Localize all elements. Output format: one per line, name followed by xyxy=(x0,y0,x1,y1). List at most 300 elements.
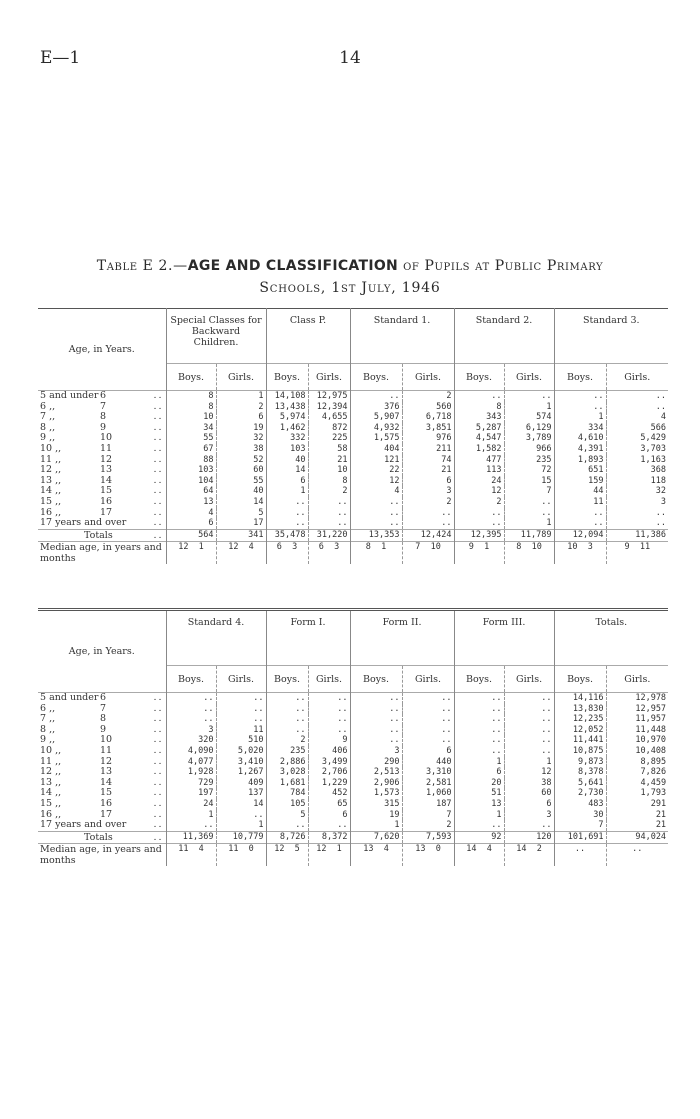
cell-value: .. xyxy=(308,497,350,508)
cell-value: 404 xyxy=(350,444,402,455)
cell-value: .. xyxy=(402,714,454,725)
cell-value: 24 xyxy=(454,476,504,487)
total-value: 13,353 xyxy=(350,529,402,541)
median-value: 14 4 xyxy=(454,843,504,866)
cell-value: 3,789 xyxy=(504,433,554,444)
total-value: 12,424 xyxy=(402,529,454,541)
total-value: 101,691 xyxy=(554,831,606,843)
age-to: 6 xyxy=(100,692,107,703)
cell-value: 52 xyxy=(216,455,266,466)
group-header: Form II. xyxy=(350,610,454,666)
cell-value: 4,610 xyxy=(554,433,606,444)
cell-value: .. xyxy=(402,518,454,529)
cell-value: 729 xyxy=(166,778,216,789)
table-row xyxy=(38,820,668,831)
table-row xyxy=(38,444,668,455)
cell-value: .. xyxy=(166,693,216,704)
cell-value: 7 xyxy=(554,820,606,831)
cell-value: 6 xyxy=(166,518,216,529)
cell-value: 440 xyxy=(402,757,454,768)
cell-value: 343 xyxy=(454,412,504,423)
girls-header: Girls. xyxy=(308,666,350,693)
cell-value: .. xyxy=(350,693,402,704)
cell-value: .. xyxy=(266,508,308,519)
total-value: 35,478 xyxy=(266,529,308,541)
age-label: 6 ,, 7 .. xyxy=(40,401,164,412)
totals-label: Totals .. xyxy=(38,529,166,541)
cell-value: 13,830 xyxy=(554,704,606,715)
total-value: 12,094 xyxy=(554,529,606,541)
cell-value: .. xyxy=(266,725,308,736)
cell-value: .. xyxy=(504,820,554,831)
age-label: 8 ,, 9 .. xyxy=(40,724,164,735)
cell-value: 13 xyxy=(166,497,216,508)
age-label: 17 years and over .. xyxy=(40,820,164,831)
cell-value: 966 xyxy=(504,444,554,455)
cell-value: 64 xyxy=(166,486,216,497)
title-main: AGE AND CLASSIFICATION xyxy=(187,258,399,274)
age-from: 9 ,, xyxy=(40,433,56,444)
cell-value: 483 xyxy=(554,799,606,810)
cell-value: 976 xyxy=(402,433,454,444)
age-from: 14 ,, xyxy=(40,486,62,497)
girls-header: Girls. xyxy=(402,364,454,391)
cell-value: 1,793 xyxy=(606,788,668,799)
age-label: 11 ,, 12 .. xyxy=(40,454,164,465)
age-from: 11 ,, xyxy=(40,756,62,767)
cell-value: 88 xyxy=(166,455,216,466)
age-from: 16 ,, xyxy=(40,809,62,820)
age-label: 8 ,, 9 .. xyxy=(40,422,164,433)
cell-value: 2,513 xyxy=(350,767,402,778)
cell-value: .. xyxy=(216,704,266,715)
cell-value: 13 xyxy=(454,799,504,810)
cell-value: .. xyxy=(454,704,504,715)
cell-value: 1,267 xyxy=(216,767,266,778)
cell-value: .. xyxy=(350,391,402,402)
cell-value: 55 xyxy=(166,433,216,444)
cell-value: 315 xyxy=(350,799,402,810)
total-value: 11,369 xyxy=(166,831,216,843)
cell-value: 105 xyxy=(266,799,308,810)
cell-value: 5 xyxy=(266,810,308,821)
cell-value: .. xyxy=(504,725,554,736)
cell-value: 1,573 xyxy=(350,788,402,799)
age-label: 15 ,, 16 .. xyxy=(40,496,164,507)
age-label: 10 ,, 11 .. xyxy=(40,443,164,454)
age-to: 8 xyxy=(100,714,107,725)
cell-value: 872 xyxy=(308,423,350,434)
cell-value: .. xyxy=(454,508,504,519)
cell-value: 17 xyxy=(216,518,266,529)
age-from: 7 ,, xyxy=(40,714,56,725)
cell-value: 2,886 xyxy=(266,757,308,768)
total-value: 564 xyxy=(166,529,216,541)
cell-value: 2 xyxy=(266,735,308,746)
cell-value: 60 xyxy=(216,465,266,476)
age-to: 9 xyxy=(100,724,107,735)
cell-value: 3 xyxy=(166,725,216,736)
cell-value: 13,438 xyxy=(266,402,308,413)
table-row xyxy=(38,757,668,768)
cell-value: 409 xyxy=(216,778,266,789)
boys-header: Boys. xyxy=(350,666,402,693)
median-value: .. xyxy=(606,843,668,866)
cell-value: .. xyxy=(266,518,308,529)
age-to: 15 xyxy=(100,486,113,497)
totals-label: Totals .. xyxy=(38,831,166,843)
cell-value: 1 xyxy=(216,820,266,831)
cell-value: .. xyxy=(606,402,668,413)
age-from: 11 ,, xyxy=(40,454,62,465)
cell-value: 21 xyxy=(606,820,668,831)
cell-value: 20 xyxy=(454,778,504,789)
age-label: 5 and under 6 .. xyxy=(38,693,166,704)
age-label: 10 ,, 11 .. xyxy=(40,745,164,756)
total-value: 11,789 xyxy=(504,529,554,541)
cell-value: 12,235 xyxy=(554,714,606,725)
cell-value: 4,655 xyxy=(308,412,350,423)
age-to: 10 xyxy=(100,433,113,444)
cell-value: 55 xyxy=(216,476,266,487)
table-row xyxy=(38,725,668,736)
cell-value: 290 xyxy=(350,757,402,768)
cell-value: 4,547 xyxy=(454,433,504,444)
cell-value: 406 xyxy=(308,746,350,757)
age-to: 12 xyxy=(100,756,113,767)
cell-value: .. xyxy=(454,714,504,725)
cell-value: .. xyxy=(350,714,402,725)
cell-value: 3,410 xyxy=(216,757,266,768)
cell-value: 3,028 xyxy=(266,767,308,778)
table-title xyxy=(0,258,700,274)
cell-value: 197 xyxy=(166,788,216,799)
age-to: 13 xyxy=(100,465,113,476)
cell-value: 225 xyxy=(308,433,350,444)
cell-value: 8,895 xyxy=(606,757,668,768)
total-value: 11,386 xyxy=(606,529,668,541)
boys-header: Boys. xyxy=(454,666,504,693)
cell-value: 6 xyxy=(402,746,454,757)
age-to: 14 xyxy=(100,777,113,788)
age-from: 12 ,, xyxy=(40,767,62,778)
cell-value: .. xyxy=(606,391,668,402)
cell-value: 12 xyxy=(504,767,554,778)
age-from: 12 ,, xyxy=(40,465,62,476)
table-row xyxy=(38,799,668,810)
group-header: Totals. xyxy=(554,610,668,666)
cell-value: 2 xyxy=(402,820,454,831)
cell-value: .. xyxy=(266,704,308,715)
cell-value: 8 xyxy=(308,476,350,487)
cell-value: 11 xyxy=(216,725,266,736)
table-row xyxy=(38,497,668,508)
title-prefix: Table E 2.— xyxy=(96,258,188,274)
cell-value: 3,499 xyxy=(308,757,350,768)
cell-value: 320 xyxy=(166,735,216,746)
cell-value: 1,575 xyxy=(350,433,402,444)
page-number: 14 xyxy=(339,48,361,68)
cell-value: 67 xyxy=(166,444,216,455)
girls-header: Girls. xyxy=(606,666,668,693)
group-header: Form I. xyxy=(266,610,350,666)
cell-value: 1 xyxy=(454,757,504,768)
cell-value: 21 xyxy=(402,465,454,476)
cell-value: 1 xyxy=(554,412,606,423)
boys-header: Boys. xyxy=(266,364,308,391)
median-value: 9 1 xyxy=(454,541,504,564)
cell-value: 12,975 xyxy=(308,391,350,402)
cell-value: 11 xyxy=(554,497,606,508)
median-value: 7 10 xyxy=(402,541,454,564)
table-row xyxy=(38,714,668,725)
cell-value: .. xyxy=(504,693,554,704)
cell-value: 3,310 xyxy=(402,767,454,778)
cell-value: 6 xyxy=(402,476,454,487)
cell-value: 12 xyxy=(350,476,402,487)
cell-value: 1 xyxy=(216,391,266,402)
age-to: 17 xyxy=(100,809,113,820)
cell-value: .. xyxy=(308,704,350,715)
cell-value: 6 xyxy=(216,412,266,423)
cell-value: .. xyxy=(166,704,216,715)
age-from: 15 ,, xyxy=(40,496,62,507)
cell-value: 7,826 xyxy=(606,767,668,778)
boys-header: Boys. xyxy=(266,666,308,693)
cell-value: .. xyxy=(308,714,350,725)
cell-value: 11,441 xyxy=(554,735,606,746)
cell-value: 4,459 xyxy=(606,778,668,789)
median-row xyxy=(38,541,668,564)
cell-value: 21 xyxy=(606,810,668,821)
cell-value: .. xyxy=(554,518,606,529)
age-label: 9 ,, 10 .. xyxy=(40,735,164,746)
girls-header: Girls. xyxy=(216,666,266,693)
total-value: 31,220 xyxy=(308,529,350,541)
cell-value: 11,448 xyxy=(606,725,668,736)
cell-value: .. xyxy=(308,508,350,519)
cell-value: .. xyxy=(402,725,454,736)
age-to: 12 xyxy=(100,454,113,465)
cell-value: 1 xyxy=(454,810,504,821)
cell-value: 1,893 xyxy=(554,455,606,466)
total-value: 92 xyxy=(454,831,504,843)
cell-value: .. xyxy=(166,820,216,831)
cell-value: 6 xyxy=(308,810,350,821)
cell-value: 1 xyxy=(504,402,554,413)
table-row xyxy=(38,704,668,715)
cell-value: 1,229 xyxy=(308,778,350,789)
cell-value: 3 xyxy=(504,810,554,821)
group-header: Form III. xyxy=(454,610,554,666)
age-from: 13 ,, xyxy=(40,777,62,788)
cell-value: 4 xyxy=(350,486,402,497)
cell-value: 19 xyxy=(216,423,266,434)
cell-value: 14,108 xyxy=(266,391,308,402)
median-value: 12 5 xyxy=(266,843,308,866)
cell-value: 14,116 xyxy=(554,693,606,704)
cell-value: 65 xyxy=(308,799,350,810)
cell-value: 8,378 xyxy=(554,767,606,778)
cell-value: 32 xyxy=(606,486,668,497)
median-value: 6 3 xyxy=(266,541,308,564)
total-value: 7,593 xyxy=(402,831,454,843)
cell-value: .. xyxy=(504,497,554,508)
cell-value: .. xyxy=(402,508,454,519)
cell-value: .. xyxy=(606,518,668,529)
cell-value: 5 xyxy=(216,508,266,519)
total-value: 12,395 xyxy=(454,529,504,541)
age-to: 8 xyxy=(100,412,107,423)
cell-value: 651 xyxy=(554,465,606,476)
cell-value: 32 xyxy=(216,433,266,444)
cell-value: 2,906 xyxy=(350,778,402,789)
age-label: 14 ,, 15 .. xyxy=(40,486,164,497)
cell-value: 5,287 xyxy=(454,423,504,434)
cell-value: 51 xyxy=(454,788,504,799)
cell-value: 1,462 xyxy=(266,423,308,434)
age-label: 7 ,, 8 .. xyxy=(40,412,164,423)
cell-value: .. xyxy=(216,693,266,704)
cell-value: 22 xyxy=(350,465,402,476)
total-value: 7,620 xyxy=(350,831,402,843)
cell-value: 103 xyxy=(266,444,308,455)
cell-value: 38 xyxy=(504,778,554,789)
cell-value: .. xyxy=(402,693,454,704)
girls-header: Girls. xyxy=(504,364,554,391)
cell-value: 8 xyxy=(166,391,216,402)
cell-value: 8 xyxy=(166,402,216,413)
cell-value: 12,957 xyxy=(606,704,668,715)
table-row xyxy=(38,433,668,444)
median-value: 9 11 xyxy=(606,541,668,564)
age-label: 11 ,, 12 .. xyxy=(40,756,164,767)
table-row xyxy=(38,735,668,746)
cell-value: .. xyxy=(454,820,504,831)
cell-value: 477 xyxy=(454,455,504,466)
cell-value: 4,077 xyxy=(166,757,216,768)
age-from: 8 ,, xyxy=(40,422,56,433)
cell-value: 235 xyxy=(504,455,554,466)
table-row xyxy=(38,746,668,757)
cell-value: 14 xyxy=(266,465,308,476)
age-label: 15 ,, 16 .. xyxy=(40,798,164,809)
cell-value: 510 xyxy=(216,735,266,746)
cell-value: 58 xyxy=(308,444,350,455)
table-title-line2: Schools, 1st July, 1946 xyxy=(259,280,441,296)
cell-value: .. xyxy=(266,693,308,704)
group-header: Class P. xyxy=(266,309,350,364)
boys-header: Boys. xyxy=(166,666,216,693)
boys-header: Boys. xyxy=(454,364,504,391)
cell-value: .. xyxy=(308,518,350,529)
page-code: E—1 xyxy=(40,48,81,68)
cell-value: .. xyxy=(504,714,554,725)
age-from: 9 ,, xyxy=(40,735,56,746)
age-to: 11 xyxy=(100,745,113,756)
cell-value: 291 xyxy=(606,799,668,810)
group-header: Standard 3. xyxy=(554,309,668,364)
cell-value: 9 xyxy=(308,735,350,746)
cell-value: .. xyxy=(454,391,504,402)
median-value: 11 4 xyxy=(166,843,216,866)
cell-value: 2 xyxy=(308,486,350,497)
cell-value: 11,957 xyxy=(606,714,668,725)
cell-value: 14 xyxy=(216,799,266,810)
table-row xyxy=(38,412,668,423)
title-suffix: of Pupils at Public Primary xyxy=(398,258,604,274)
totals-row xyxy=(38,529,668,541)
cell-value: 2 xyxy=(454,497,504,508)
cell-value: 72 xyxy=(504,465,554,476)
cell-value: .. xyxy=(166,714,216,725)
age-to: 16 xyxy=(100,798,113,809)
age-to: 9 xyxy=(100,422,107,433)
cell-value: 34 xyxy=(166,423,216,434)
girls-header: Girls. xyxy=(216,364,266,391)
cell-value: 3 xyxy=(402,486,454,497)
table-row xyxy=(38,486,668,497)
cell-value: 5,429 xyxy=(606,433,668,444)
cell-value: 332 xyxy=(266,433,308,444)
cell-value: .. xyxy=(606,508,668,519)
age-from: 6 ,, xyxy=(40,401,56,412)
cell-value: 1,060 xyxy=(402,788,454,799)
cell-value: 118 xyxy=(606,476,668,487)
cell-value: .. xyxy=(454,725,504,736)
median-value: 12 1 xyxy=(308,843,350,866)
age-label: 14 ,, 15 .. xyxy=(40,788,164,799)
median-value: 8 1 xyxy=(350,541,402,564)
age-header: Age, in Years. xyxy=(68,646,135,657)
group-header: Standard 1. xyxy=(350,309,454,364)
cell-value: 40 xyxy=(216,486,266,497)
cell-value: 1,163 xyxy=(606,455,668,466)
cell-value: .. xyxy=(350,518,402,529)
age-to: 7 xyxy=(100,703,107,714)
age-label: 12 ,, 13 .. xyxy=(40,465,164,476)
cell-value: 211 xyxy=(402,444,454,455)
age-to: 15 xyxy=(100,788,113,799)
cell-value: 12,394 xyxy=(308,402,350,413)
cell-value: 1 xyxy=(504,518,554,529)
age-to: 7 xyxy=(100,401,107,412)
cell-value: 5,974 xyxy=(266,412,308,423)
cell-value: .. xyxy=(402,704,454,715)
age-to: 17 xyxy=(100,507,113,518)
cell-value: .. xyxy=(504,746,554,757)
age-to: 11 xyxy=(100,443,113,454)
total-value: 8,372 xyxy=(308,831,350,843)
group-header: Special Classes for Backward Children. xyxy=(166,309,266,364)
cell-value: 12,978 xyxy=(606,693,668,704)
age-from: 5 and under xyxy=(40,692,99,703)
age-from: 16 ,, xyxy=(40,507,62,518)
age-label: 12 ,, 13 .. xyxy=(40,767,164,778)
cell-value: 2 xyxy=(402,497,454,508)
cell-value: 560 xyxy=(402,402,454,413)
boys-header: Boys. xyxy=(554,666,606,693)
group-header: Standard 2. xyxy=(454,309,554,364)
table-row xyxy=(38,810,668,821)
age-to: 14 xyxy=(100,475,113,486)
boys-header: Boys. xyxy=(350,364,402,391)
median-value: .. xyxy=(554,843,606,866)
age-label: 5 and under 6 .. xyxy=(38,391,166,402)
cell-value: 784 xyxy=(266,788,308,799)
cell-value: .. xyxy=(454,746,504,757)
cell-value: 10,408 xyxy=(606,746,668,757)
